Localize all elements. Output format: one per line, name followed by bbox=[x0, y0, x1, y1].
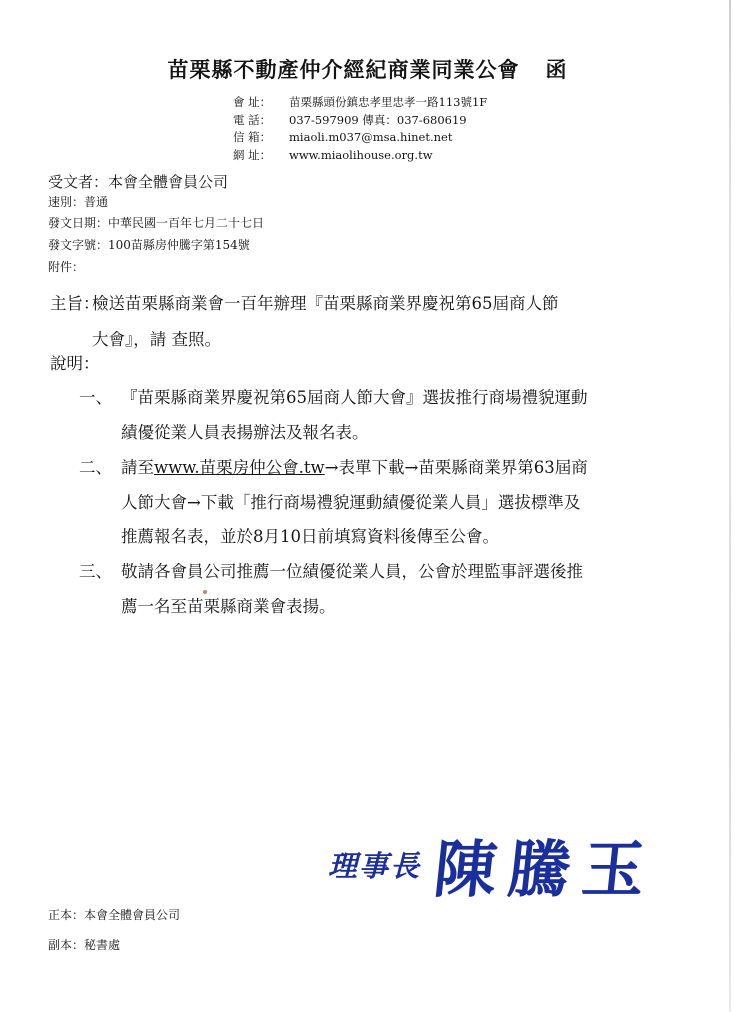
subject-line: 檢送苗栗縣商業會一百年辦理『苗栗縣商業界慶祝第65屆商人節 bbox=[92, 294, 559, 313]
item-text: 請至 bbox=[121, 458, 154, 477]
item-number: 一、 bbox=[79, 388, 112, 407]
copy-recipient: 副本：秘書處 bbox=[48, 938, 121, 952]
signature-role: 理事長 bbox=[328, 849, 422, 883]
doc-number-line: 發文字號：100苗縣房仲騰字第154號 bbox=[48, 238, 250, 252]
item-line: 推薦報名表，並於8月10日前填寫資料後傳至公會。 bbox=[121, 527, 499, 546]
item-line: 薦一名至苗栗縣商業會表揚。 bbox=[121, 596, 336, 616]
document-title bbox=[0, 54, 735, 84]
contact-label: 會 址： bbox=[233, 95, 272, 109]
item-number: 三、 bbox=[79, 562, 112, 581]
item-number: 二、 bbox=[79, 458, 112, 477]
item-line: 績優從業人員表揚辦法及報名表。 bbox=[121, 422, 369, 442]
explanation-label: 說明： bbox=[50, 354, 100, 373]
subject-line: 大會』，請 查照。 bbox=[92, 330, 221, 349]
original-recipient: 正本：本會全體會員公司 bbox=[48, 908, 181, 922]
title-suffix: 函 bbox=[545, 57, 568, 82]
item-line: 人節大會→下載「推行商場禮貌運動績優從業人員」選拔標準及 bbox=[121, 492, 581, 512]
contact-row-address bbox=[233, 94, 487, 112]
scan-edge bbox=[729, 0, 731, 1012]
signature-name: 陳騰玉 bbox=[430, 833, 661, 906]
contact-label: 網 址： bbox=[233, 147, 272, 162]
scan-speck bbox=[203, 590, 207, 594]
contact-value: 苗栗縣頭份鎮忠孝里忠孝一路113號1F bbox=[289, 95, 488, 109]
title-text: 苗栗縣不動產仲介經紀商業同業公會 bbox=[167, 57, 520, 82]
contact-block bbox=[233, 94, 487, 164]
date-line: 發文日期：中華民國一百年七月二十七日 bbox=[48, 216, 265, 230]
contact-label: 信 箱： bbox=[233, 130, 272, 144]
contact-row-website bbox=[233, 147, 487, 165]
item-line bbox=[121, 451, 588, 486]
speed-line: 速別：普通 bbox=[48, 195, 109, 209]
contact-row-email bbox=[233, 129, 487, 147]
attachment-line: 附件： bbox=[48, 260, 85, 274]
website-link[interactable]: www.苗栗房仲公會.tw bbox=[154, 458, 325, 477]
subject-label: 主旨： bbox=[50, 294, 100, 313]
signature-stamp bbox=[328, 820, 661, 909]
item-line: 敬請各會員公司推薦一位績優從業人員，公會於理監事評選後推 bbox=[121, 562, 583, 581]
contact-value: www.miaolihouse.org.tw bbox=[289, 147, 433, 162]
contact-value: 037-597909 傳真：037-680619 bbox=[289, 112, 467, 127]
contact-label: 電 話： bbox=[233, 112, 272, 127]
item-line: 『苗栗縣商業界慶祝第65屆商人節大會』選拔推行商場禮貌運動 bbox=[121, 388, 588, 407]
item-text: →表單下載→苗栗縣商業界第63屆商 bbox=[324, 458, 588, 477]
contact-value: miaoli.m037@msa.hinet.net bbox=[289, 130, 453, 144]
recipient-line: 受文者：本會全體會員公司 bbox=[48, 173, 229, 191]
contact-row-phone bbox=[233, 112, 487, 130]
